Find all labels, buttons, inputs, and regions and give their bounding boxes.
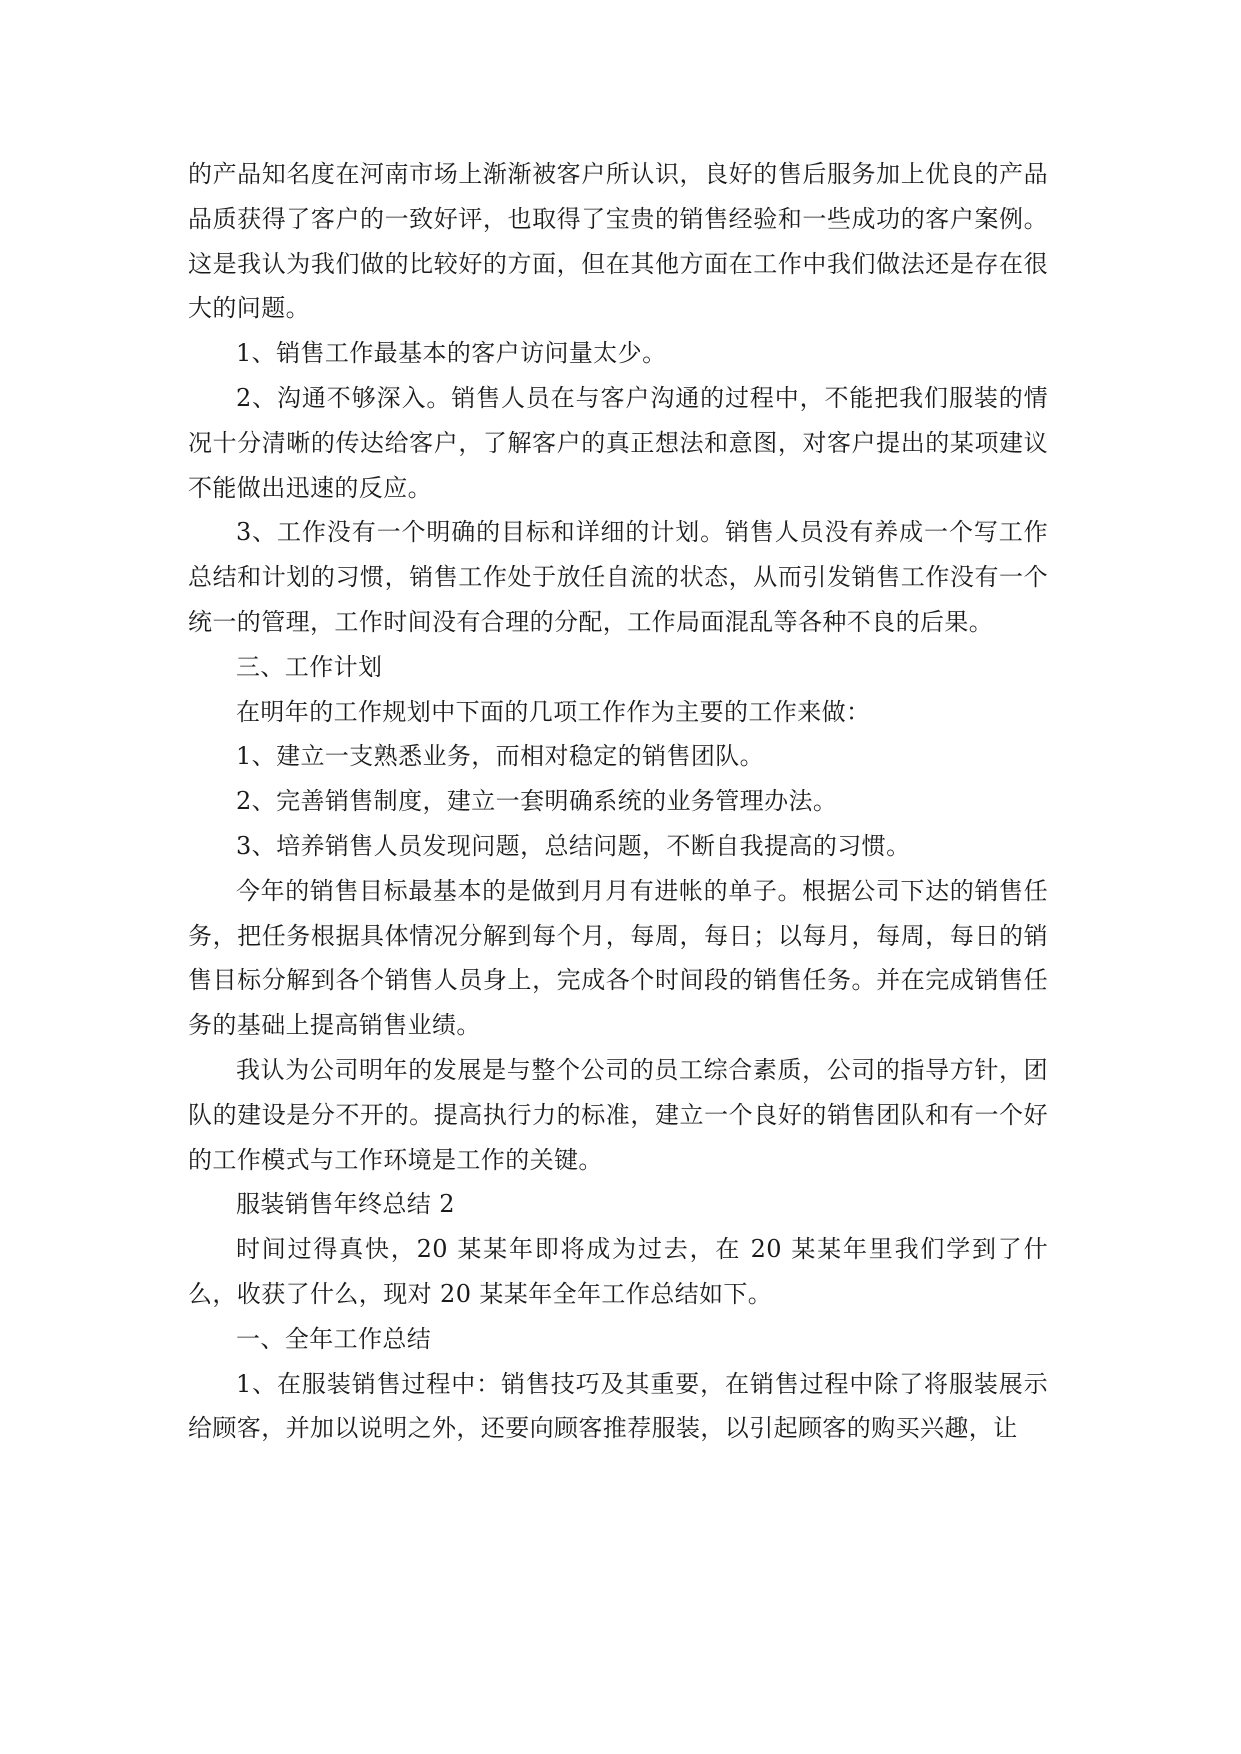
paragraph-plan-intro: 在明年的工作规划中下面的几项工作作为主要的工作来做： xyxy=(236,697,871,726)
section-title-summary-2: 服装销售年终总结 2 xyxy=(236,1190,455,1219)
section-heading-annual-summary: 一、全年工作总结 xyxy=(236,1324,432,1353)
paragraph-plan-3: 3、培养销售人员发现问题，总结问题，不断自我提高的习惯。 xyxy=(236,831,911,860)
section-heading-work-plan: 三、工作计划 xyxy=(236,652,383,681)
paragraph-sales-skills: 1、在服装销售过程中：销售技巧及其重要，在销售过程中除了将服装展示给顾客，并加以说明之外，还要向顾客推荐服装，以引起顾客的购买兴趣，让 xyxy=(188,1369,1048,1443)
paragraph-plan-1: 1、建立一支熟悉业务，而相对稳定的销售团队。 xyxy=(236,742,765,771)
paragraph-issue-3: 3、工作没有一个明确的目标和详细的计划。销售人员没有养成一个写工作总结和计划的习惯，销售工作处于放任自流的状态，从而引发销售工作没有一个统一的管理，工作时间没有合理的分配，工作局面混乱等各种不良的后果。 xyxy=(188,518,1048,636)
paragraph-sales-target: 今年的销售目标最基本的是做到月月有进帐的单子。根据公司下达的销售任务，把任务根据具体情况分解到每个月，每周，每日；以每月，每周，每日的销售目标分解到各个销售人员身上，完成各个时间段的销售任务。并在完成销售任务的基础上提高销售业绩。 xyxy=(188,876,1048,1040)
paragraph-time-intro: 时间过得真快，20 某某年即将成为过去，在 20 某某年里我们学到了什么，收获了什么，现对 20 某某年全年工作总结如下。 xyxy=(188,1235,1048,1308)
paragraph-plan-2: 2、完善销售制度，建立一套明确系统的业务管理办法。 xyxy=(236,787,838,816)
paragraph-issue-1: 1、销售工作最基本的客户访问量太少。 xyxy=(236,339,667,368)
paragraph-issue-2: 2、沟通不够深入。销售人员在与客户沟通的过程中，不能把我们服装的情况十分清晰的传达给客户，了解客户的真正想法和意图，对客户提出的某项建议不能做出迅速的反应。 xyxy=(188,383,1048,502)
paragraph-continuation: 的产品知名度在河南市场上渐渐被客户所认识，良好的售后服务加上优良的产品品质获得了客户的一致好评，也取得了宝贵的销售经验和一些成功的客户案例。这是我认为我们做的比较好的方面，但在其他方面在工作中我们做法还是存在很大的问题。 xyxy=(188,160,1048,323)
paragraph-company-development: 我认为公司明年的发展是与整个公司的员工综合素质，公司的指导方针，团队的建设是分不开的。提高执行力的标准，建立一个良好的销售团队和有一个好的工作模式与工作环境是工作的关键。 xyxy=(188,1055,1048,1174)
document-body xyxy=(188,152,1048,1451)
